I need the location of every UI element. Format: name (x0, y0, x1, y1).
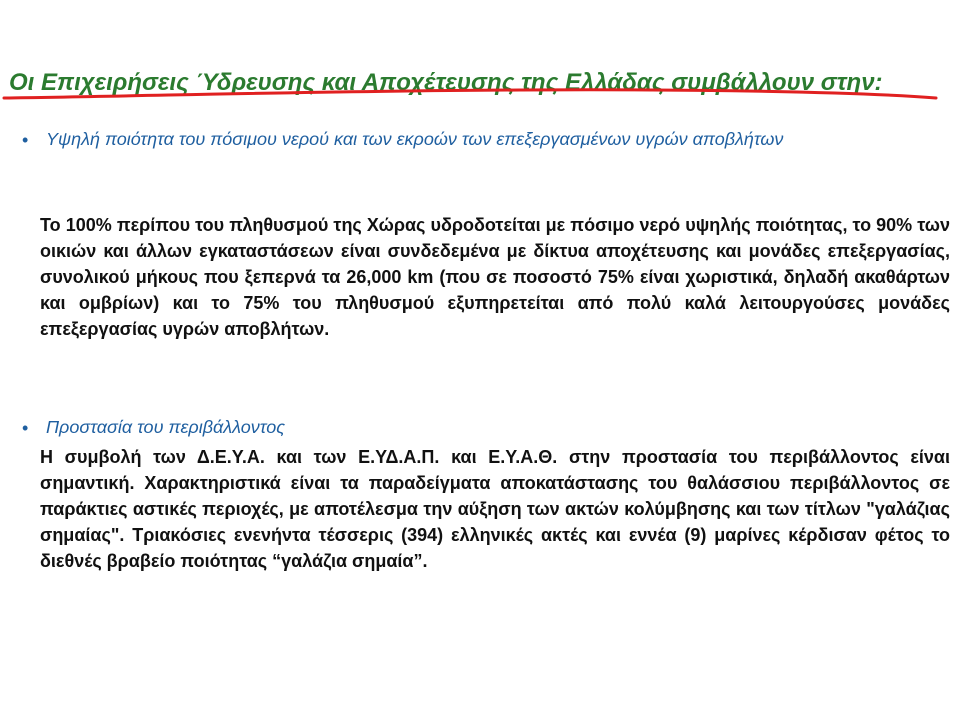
bullet-1: • (22, 130, 29, 150)
bullet-2: • (22, 418, 29, 438)
section-1-body (40, 212, 950, 342)
slide-title: Οι Επιχειρήσεις Ύδρευσης και Αποχέτευσης της Ελλάδας συμβάλλουν στην: (9, 69, 883, 96)
section-1-heading-row (0, 126, 960, 182)
section-2-heading-row (0, 414, 960, 444)
section-2-body-text: Η συμβολή των Δ.Ε.Υ.Α. και των Ε.ΥΔ.Α.Π. και Ε.Υ.Α.Θ. στην προστασία του περιβάλλοντος είναι σημαντική. Χαρακτηριστικά είναι τα παραδείγματα αποκατάστασης του θαλάσσιου περιβάλλοντος σε παράκτιες αστικές περιοχές, με αποτέλεσμα την αύξηση των ακτών κολύμβησης και των τίτλων "γαλάζιας σημαίας". Τριακόσιες ενενήντα τέσσερις (394) ελληνικές ακτές και εννέα (9) μαρίνες κέρδισαν φέτος το διεθνές βραβείο ποιότητας “γαλάζια σημαία”. (40, 447, 950, 571)
section-1-heading: Υψηλή ποιότητα του πόσιμου νερού και των εκροών των επεξεργασμένων υγρών αποβλήτων (46, 129, 784, 149)
title-underline (0, 0, 960, 120)
section-1-body-text: Το 100% περίπου του πληθυσμού της Χώρας υδροδοτείται με πόσιμο νερό υψηλής ποιότητας, το 90% των οικιών και άλλων εγκαταστάσεων είναι συνδεδεμένα με δίκτυα αποχέτευσης και μονάδες επεξεργασίας, συνολικού μήκους που ξεπερνά τα 26,000 km (που σε ποσοστό 75% είναι χωριστικά, δηλαδή ακαθάρτων και ομβρίων) και το 75% του πληθυσμού εξυπηρετείται από πολύ καλά λειτουργούσες μονάδες επεξεργασίας υγρών αποβλήτων. (40, 215, 950, 339)
section-2-body (40, 444, 950, 574)
section-2-heading: Προστασία του περιβάλλοντος (46, 417, 286, 437)
